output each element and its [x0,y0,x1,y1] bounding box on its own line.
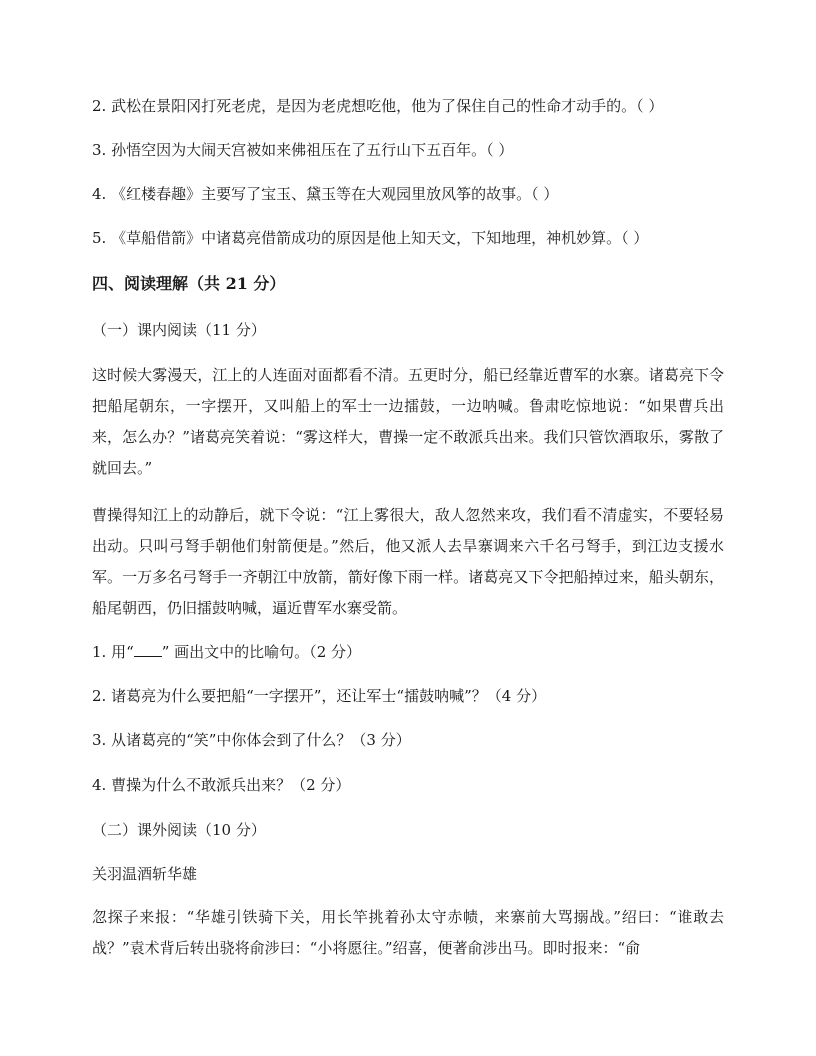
passage-paragraph-2: 曹操得知江上的动静后，就下令说：“江上雾很大，敌人忽然来攻，我们看不清虚实，不要轻易出动。只叫弓弩手朝他们射箭便是。”然后，他又派人去旱寨调来六千名弓弩手，到江边支援水军。一万多名弓弩手一齐朝江中放箭，箭好像下雨一样。诸葛亮又下令把船掉过来，船头朝东，船尾朝西，仍旧擂鼓呐喊，逼近曹军水寨受箭。 [92,506,724,617]
question-1-suffix: ” 画出文中的比喻句。（2 分） [161,643,361,661]
extracurricular-paragraph: 忽探子来报：“华雄引铁骑下关，用长竿挑着孙太守赤帻，来寨前大骂搦战。”绍曰：“谁敢去战？”袁术背后转出骁将俞涉曰：“小将愿往。”绍喜，便著俞涉出马。即时报来：“俞 [92,908,724,957]
judge-item-4: 4. 《红楼春趣》主要写了宝玉、黛玉等在大观园里放风筝的故事。（ ） [92,185,559,203]
underline-blank [134,642,162,657]
judge-item-3: 3. 孙悟空因为大闹天宫被如来佛祖压在了五行山下五百年。（ ） [92,141,514,159]
question-4: 4. 曹操为什么不敢派兵出来？（2 分） [92,776,351,794]
question-2: 2. 诸葛亮为什么要把船“一字摆开”，还让军士“擂鼓呐喊”？（4 分） [92,687,547,705]
question-1-prefix: 1. 用“ [92,643,134,661]
part1-title: （一）课内阅读（11 分） [92,321,266,339]
question-1 [92,642,361,662]
passage-paragraph-1: 这时候大雾漫天，江上的人连面对面都看不清。五更时分，船已经靠近曹军的水寨。诸葛亮下令把船尾朝东，一字摆开，又叫船上的军士一边擂鼓，一边呐喊。鲁肃吃惊地说：“如果曹兵出来，怎么办？”诸葛亮笑着说：“雾这样大，曹操一定不敢派兵出来。我们只管饮酒取乐，雾散了就回去。” [92,366,724,477]
section-title-reading: 四、阅读理解（共 21 分） [92,274,286,293]
story-title: 关羽温酒斩华雄 [92,865,198,883]
question-3: 3. 从诸葛亮的“笑”中你体会到了什么？（3 分） [92,731,411,749]
judge-item-2: 2. 武松在景阳冈打死老虎，是因为老虎想吃他，他为了保住自己的性命才动手的。（ ） [92,97,664,115]
judge-item-5: 5. 《草船借箭》中诸葛亮借箭成功的原因是他上知天文，下知地理，神机妙算。（ ） [92,229,649,247]
part2-title: （二）课外阅读（10 分） [92,821,266,839]
